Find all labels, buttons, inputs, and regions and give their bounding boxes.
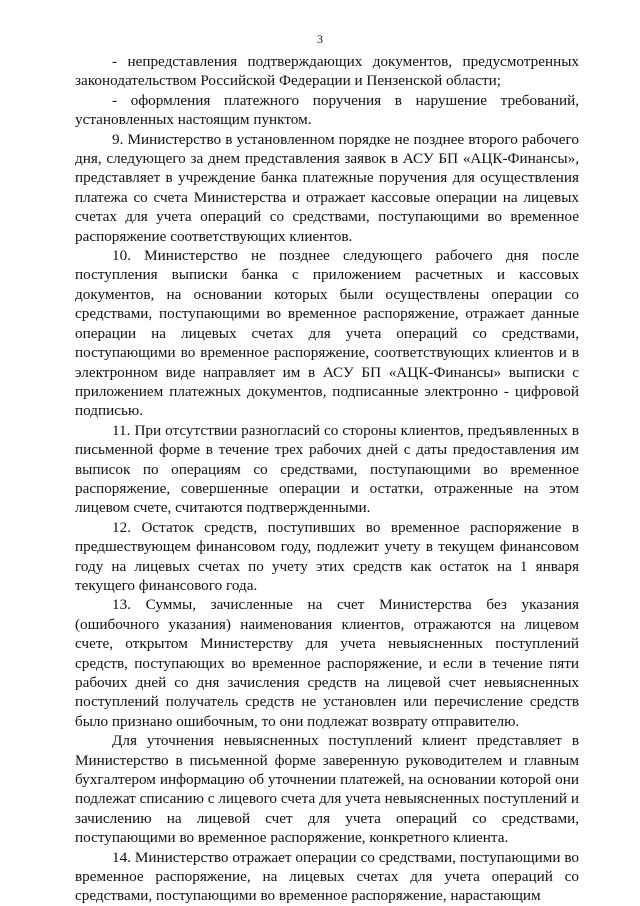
document-body [75, 52, 579, 906]
paragraph-clause-13: 13. Суммы, зачисленные на счет Министерства без указания (ошибочного указания) наименования клиентов, отражаются на лицевом счете, открытом Министерству для учета невыясненных поступлений средств, поступающих во временное распоряжение, и если в течение пяти рабочих дней со дня зачисления средств на лицевой счет невыясненных поступлений получатель средств не установлен или перечисление средств было признано ошибочным, то они подлежат возврату отправителю. [75, 596, 579, 730]
paragraph-list-item-payment-order: - оформления платежного поручения в нарушение требований, установленных настоящим пунктом. [75, 91, 579, 129]
paragraph-clause-9: 9. Министерство в установленном порядке не позднее второго рабочего дня, следующего за днем представления заявок в АСУ БП «АЦК-Финансы», представляет в учреждение банка платежные поручения для осуществления платежа со счета Министерства и отражает кассовые операции на лицевых счетах для учета операций со средствами, поступающими во временное распоряжение соответствующих клиентов. [75, 130, 579, 245]
page-number: 3 [317, 32, 323, 46]
paragraph-list-item-documents: - непредставления подтверждающих документов, предусмотренных законодательством Российской Федерации и Пензенской области; [75, 53, 579, 90]
paragraph-clause-10: 10. Министерство не позднее следующего рабочего дня после поступления выписки банка с приложением расчетных и кассовых документов, на основании которых были осуществлены операции со средствами, поступающими во временное распоряжение, отражает данные операции на лицевых счетах для учета операций со средствами, поступающими во временное распоряжение, соответствующих клиентов и в электронном виде направляет им в АСУ БП «АЦК-Финансы» выписки с приложением платежных документов, подписанные электронно - цифровой подписью. [75, 247, 579, 420]
paragraph-clarification: Для уточнения невыясненных поступлений клиент представляет в Министерство в письменной форме заверенную руководителем и главным бухгалтером информацию об уточнении платежей, на основании которой они подлежат списанию с лицевого счета для учета невыясненных поступлений и зачислению на лицевой счет для учета операций со средствами, поступающими во временное распоряжение, конкретного клиента. [75, 732, 579, 847]
paragraph-clause-12: 12. Остаток средств, поступивших во временное распоряжение в предшествующем финансовом году, подлежит учету в текущем финансовом году на лицевых счетах по учету этих средств как остаток на 1 января текущего финансового года. [75, 518, 579, 594]
paragraph-clause-11: 11. При отсутствии разногласий со стороны клиентов, предъявленных в письменной форме в течение трех рабочих дней с даты предоставления им выписок по операциям со средствами, поступающими во временное распоряжение, совершенные операции и остатки, отраженные на этом лицевом счете, считаются подтвержденными. [75, 421, 579, 517]
paragraph-clause-14: 14. Министерство отражает операции со средствами, поступающими во временное распоряжение, на лицевых счетах для учета операций со средствами, поступающими во временное распоряжение, нарастающим [75, 848, 579, 905]
